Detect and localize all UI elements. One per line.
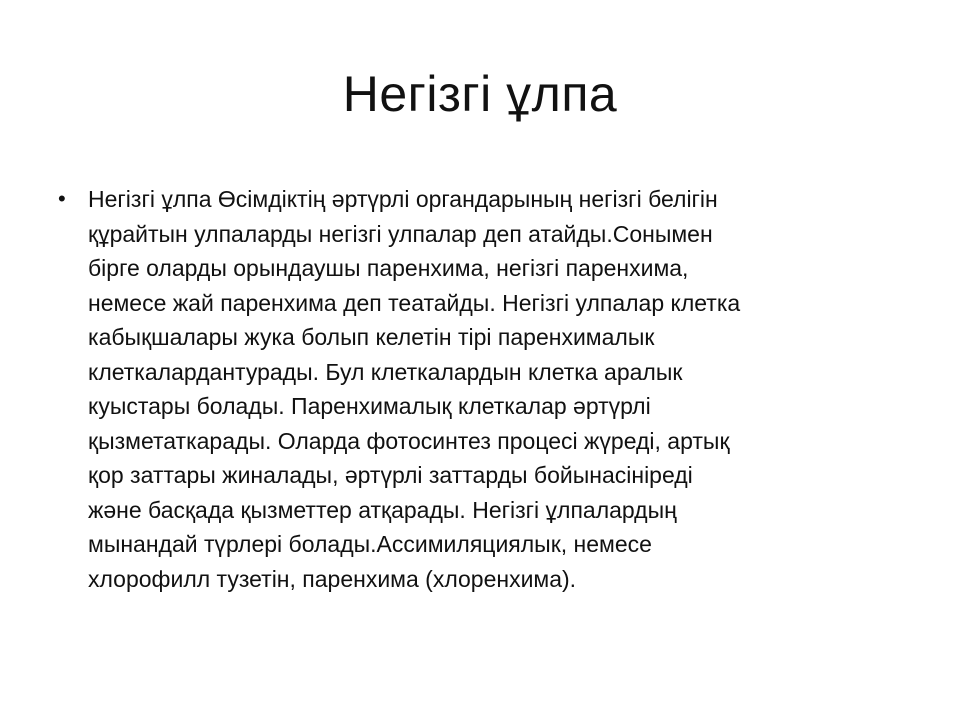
text-line: қызметаткарады. Оларда фотосинтез процесі жүреді, артық [88,427,730,454]
slide-content [58,182,908,596]
text-line: мынандай түрлері болады.Ассимиляциялык, немесе [88,531,652,557]
text-line: кабықшалары жука болып келетін тірі паренхималык [88,324,655,350]
text-line: бірге оларды орындаушы паренхима, негізгі паренхима, [88,255,689,281]
bullet-marker: • [58,186,66,211]
text-line: құрайтын улпаларды негізгі улпалар деп атайды.Сонымен [88,220,713,247]
bullet-text [88,182,908,596]
text-line: немесе жай паренхима деп театайды. Негізгі улпалар клетка [88,289,741,316]
text-line: хлорофилл тузетін, паренхима (хлоренхима). [88,565,577,592]
text-line: клеткалардантурады. Бул клеткалардын клетка аралык [88,358,683,385]
bullet-item [58,182,908,596]
text-line: қор заттары жиналады, әртүрлі заттарды бойынасініреді [88,462,693,488]
text-line: және басқада қызметтер атқарады. Негізгі ұлпалардың [88,496,677,523]
text-line: куыстары болады. Паренхималық клеткалар әртүрлі [88,393,651,419]
slide-title: Негізгі ұлпа [342,66,618,122]
text-line: Негізгі ұлпа Өсімдіктің әртүрлі органдарының негізгі белігін [88,186,718,212]
